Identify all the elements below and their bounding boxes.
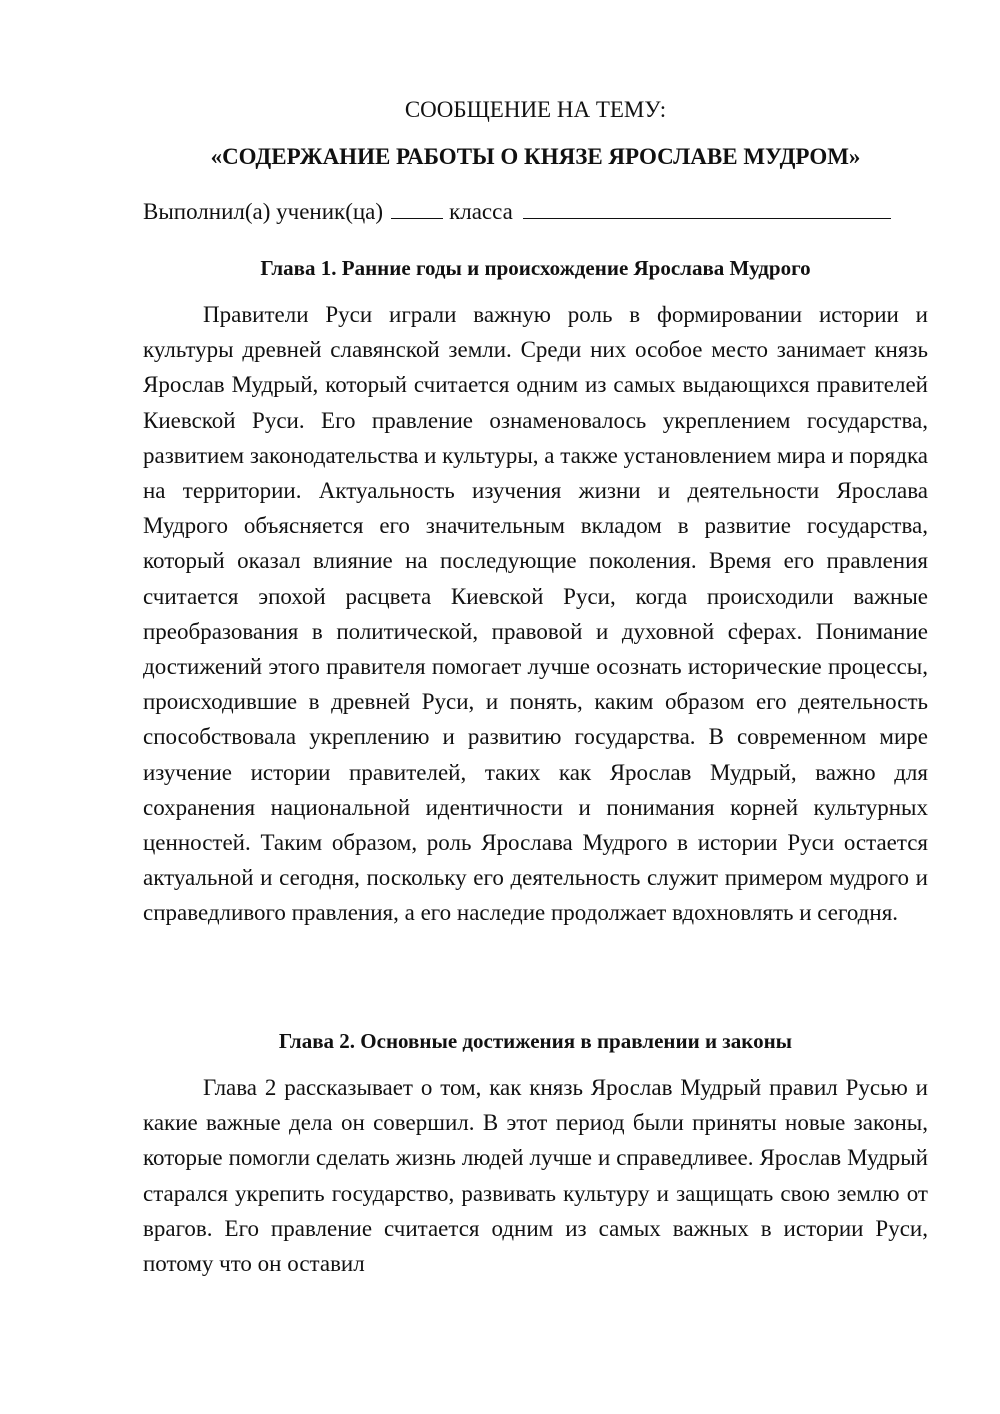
document-title-line-1: СООБЩЕНИЕ НА ТЕМУ: [404,97,667,122]
chapter-2-paragraph: Глава 2 рассказывает о том, как князь Ярослав Мудрый правил Русью и какие важные дела он совершил. В этот период были приняты новые законы, которые помогли сделать жизнь людей лучше и справедливее. Ярослав Мудрый старался укрепить государство, развивать культуру и защищать свою землю от врагов. Его правление считается одним из самых важных в истории Руси, потому что он оставил [143,1075,928,1277]
byline-prefix: Выполнил(а) ученик(ца) [143,199,384,224]
chapter-1-paragraph: Правители Руси играли важную роль в формировании истории и культуры древней славянской земли. Среди них особое место занимает князь Ярослав Мудрый, который считается одним из самых выдающихся правителей Киевской Руси. Его правление ознаменовалось укреплением государства, развитием законодательства и культуры, а также установлением мира и порядка на территории. Актуальность изучения жизни и деятельности Ярослава Мудрого объясняется его значительным вкладом в развитие государства, который оказал влияние на последующие поколения. Время его правления считается эпохой расцвета Киевской Руси, когда происходили важные преобразования в политической, правовой и духовной сферах. Понимание достижений этого правителя помогает лучше осознать исторические процессы, происходившие в древней Руси, и понять, каким образом его деятельность способствовала укреплению и развитию государства. В современном мире изучение истории правителей, таких как Ярослав Мудрый, важно для сохранения национальной идентичности и понимания корней культурных ценностей. Таким образом, роль Ярослава Мудрого в истории Руси остается актуальной и сегодня, поскольку его деятельность служит примером мудрого и справедливого правления, а его наследие продолжает вдохновлять и сегодня. [143,302,928,926]
document-page [143,0,928,1414]
chapter-2-heading: Глава 2. Основные достижения в правлении и законы [278,1029,793,1053]
name-blank-field [523,198,891,219]
byline [143,197,928,227]
chapter-1-heading: Глава 1. Ранние годы и происхождение Ярослава Мудрого [260,256,811,280]
byline-class-label: класса [449,199,513,224]
class-blank-field [391,198,443,219]
document-title-line-2: «СОДЕРЖАНИЕ РАБОТЫ О КНЯЗЕ ЯРОСЛАВЕ МУДРОМ» [210,144,861,169]
